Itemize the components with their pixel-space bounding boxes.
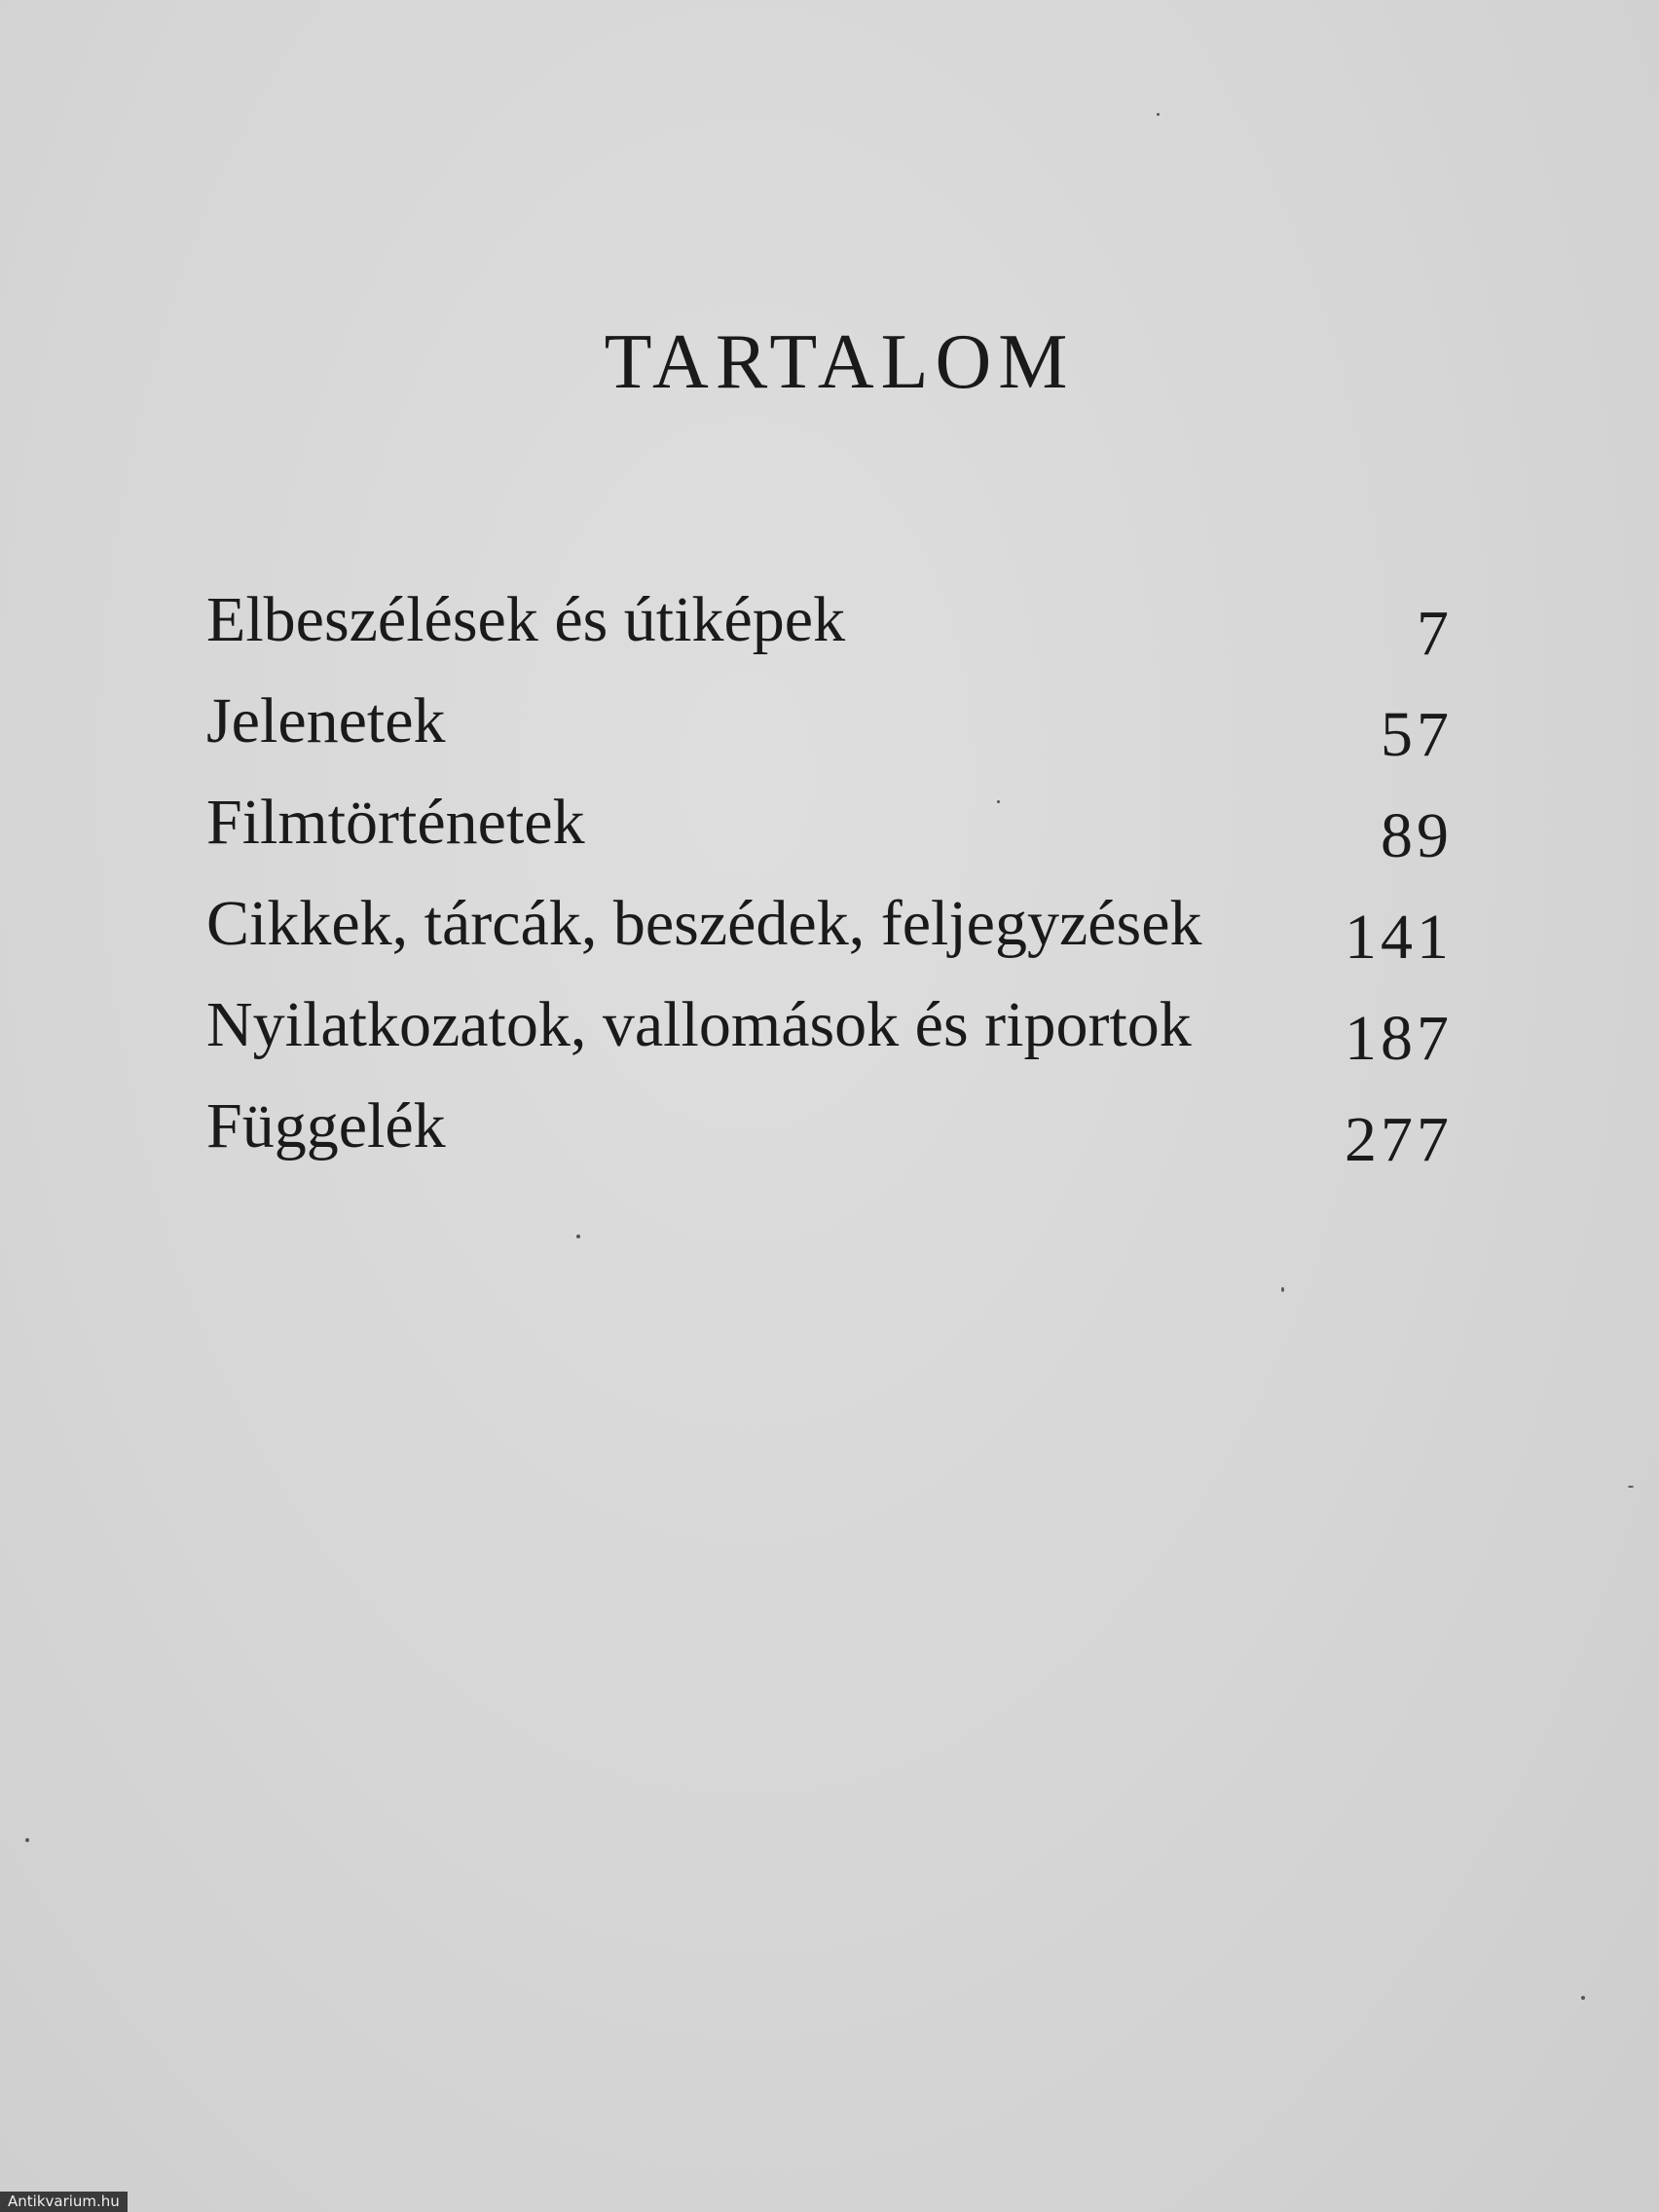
paper-speck [1281, 1287, 1284, 1292]
toc-entry [206, 570, 1453, 671]
site-watermark: Antikvarium.hu [0, 2192, 128, 2212]
toc-entry-label: Filmtörténetek [206, 787, 585, 858]
paper-speck [1157, 113, 1160, 116]
paper-speck [25, 1838, 29, 1842]
paper-speck [576, 1235, 580, 1238]
toc-entry [206, 975, 1453, 1076]
toc-entry-page-number: 7 [1417, 598, 1453, 669]
toc-entry-page-number: 187 [1345, 1003, 1453, 1074]
toc-entry-page-number: 57 [1381, 699, 1453, 770]
paper-speck [1581, 1996, 1585, 2000]
toc-entry-label: Jelenetek [206, 685, 446, 756]
toc-entry [206, 1076, 1453, 1177]
toc-entry-page-number: 89 [1381, 800, 1453, 871]
toc-entry-label: Cikkek, tárcák, beszédek, feljegyzések [206, 888, 1202, 959]
toc-entry [206, 671, 1453, 772]
paper-speck [1628, 1486, 1634, 1488]
toc-entry [206, 772, 1453, 873]
table-of-contents [206, 570, 1453, 1177]
paper-speck [997, 800, 1000, 803]
toc-entry-label: Elbeszélések és útiképek [206, 584, 846, 655]
toc-entry-label: Függelék [206, 1090, 446, 1161]
toc-entry [206, 873, 1453, 975]
toc-entry-page-number: 277 [1345, 1104, 1453, 1175]
toc-entry-page-number: 141 [1345, 902, 1453, 973]
page-title: TARTALOM [604, 318, 1075, 405]
toc-entry-label: Nyilatkozatok, vallomások és riportok [206, 989, 1192, 1060]
